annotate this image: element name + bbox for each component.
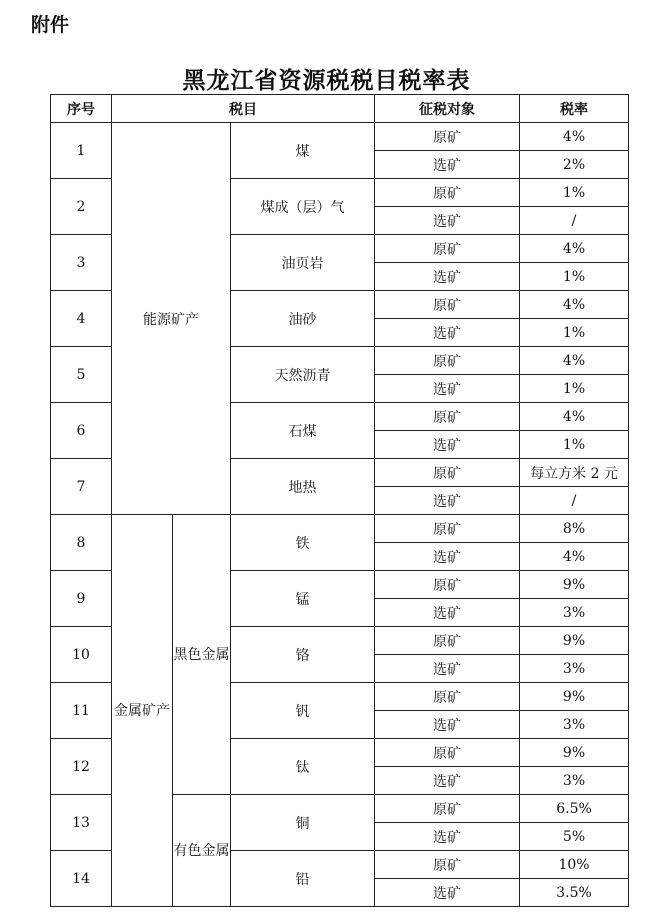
- row-rate: 4%: [520, 403, 629, 431]
- row-object: 选矿: [375, 711, 520, 739]
- row-seq: 5: [51, 347, 112, 403]
- row-rate: 每立方米 2 元: [520, 459, 629, 487]
- row-object: 原矿: [375, 627, 520, 655]
- row-item: 煤成（层）气: [231, 179, 375, 235]
- row-rate: 10%: [520, 851, 629, 879]
- row-object: 选矿: [375, 543, 520, 571]
- row-object: 原矿: [375, 291, 520, 319]
- row-rate: 9%: [520, 571, 629, 599]
- row-object: 原矿: [375, 571, 520, 599]
- row-object: 原矿: [375, 123, 520, 151]
- row-rate: 9%: [520, 683, 629, 711]
- row-rate: 3%: [520, 655, 629, 683]
- row-seq: 1: [51, 123, 112, 179]
- row-object: 选矿: [375, 487, 520, 515]
- group-nonferrous: 有色金属: [173, 795, 231, 907]
- header-object: 征税对象: [375, 95, 520, 123]
- row-rate: 3%: [520, 599, 629, 627]
- row-rate: 8%: [520, 515, 629, 543]
- table-row: [51, 123, 629, 151]
- row-seq: 6: [51, 403, 112, 459]
- attachment-label: 附件: [31, 14, 70, 36]
- row-seq: 11: [51, 683, 112, 739]
- row-rate: /: [520, 487, 629, 515]
- header-item: 税目: [112, 95, 375, 123]
- row-object: 选矿: [375, 599, 520, 627]
- row-object: 原矿: [375, 403, 520, 431]
- row-object: 选矿: [375, 823, 520, 851]
- row-seq: 4: [51, 291, 112, 347]
- row-seq: 2: [51, 179, 112, 235]
- row-rate: 1%: [520, 375, 629, 403]
- row-rate: 4%: [520, 347, 629, 375]
- row-object: 选矿: [375, 207, 520, 235]
- row-seq: 10: [51, 627, 112, 683]
- table-row: [51, 515, 629, 543]
- row-rate: 4%: [520, 235, 629, 263]
- row-rate: 5%: [520, 823, 629, 851]
- row-rate: 3.5%: [520, 879, 629, 907]
- row-object: 选矿: [375, 263, 520, 291]
- row-rate: 1%: [520, 263, 629, 291]
- row-rate: 1%: [520, 431, 629, 459]
- row-rate: 6.5%: [520, 795, 629, 823]
- row-seq: 8: [51, 515, 112, 571]
- row-seq: 7: [51, 459, 112, 515]
- row-seq: 14: [51, 851, 112, 907]
- row-item: 地热: [231, 459, 375, 515]
- row-item: 锰: [231, 571, 375, 627]
- row-seq: 13: [51, 795, 112, 851]
- header-rate: 税率: [520, 95, 629, 123]
- group-metal: 金属矿产: [112, 515, 173, 907]
- row-rate: 4%: [520, 543, 629, 571]
- row-rate: 9%: [520, 739, 629, 767]
- row-rate: 1%: [520, 319, 629, 347]
- row-object: 原矿: [375, 179, 520, 207]
- row-item: 钛: [231, 739, 375, 795]
- row-object: 选矿: [375, 767, 520, 795]
- row-object: 选矿: [375, 879, 520, 907]
- row-object: 原矿: [375, 739, 520, 767]
- row-object: 原矿: [375, 459, 520, 487]
- row-rate: 2%: [520, 151, 629, 179]
- row-object: 原矿: [375, 235, 520, 263]
- row-item: 油页岩: [231, 235, 375, 291]
- row-rate: 3%: [520, 767, 629, 795]
- row-rate: 4%: [520, 123, 629, 151]
- row-seq: 3: [51, 235, 112, 291]
- group-ferrous: 黑色金属: [173, 515, 231, 795]
- row-object: 原矿: [375, 851, 520, 879]
- row-item: 铁: [231, 515, 375, 571]
- row-object: 原矿: [375, 515, 520, 543]
- tax-rate-table: [50, 94, 629, 907]
- header-seq: 序号: [51, 95, 112, 123]
- row-item: 天然沥青: [231, 347, 375, 403]
- row-seq: 9: [51, 571, 112, 627]
- row-object: 原矿: [375, 347, 520, 375]
- row-rate: 1%: [520, 179, 629, 207]
- row-item: 石煤: [231, 403, 375, 459]
- row-rate: 4%: [520, 291, 629, 319]
- row-object: 原矿: [375, 683, 520, 711]
- table-header-row: [51, 95, 629, 123]
- row-object: 选矿: [375, 655, 520, 683]
- row-item: 铅: [231, 851, 375, 907]
- row-seq: 12: [51, 739, 112, 795]
- row-object: 选矿: [375, 151, 520, 179]
- row-object: 原矿: [375, 795, 520, 823]
- row-item: 油砂: [231, 291, 375, 347]
- group-energy: 能源矿产: [112, 123, 231, 515]
- row-rate: 9%: [520, 627, 629, 655]
- row-item: 铜: [231, 795, 375, 851]
- row-object: 选矿: [375, 319, 520, 347]
- page-title: 黑龙江省资源税税目税率表: [182, 67, 471, 94]
- row-item: 铬: [231, 627, 375, 683]
- row-item: 钒: [231, 683, 375, 739]
- row-rate: 3%: [520, 711, 629, 739]
- row-object: 选矿: [375, 375, 520, 403]
- row-item: 煤: [231, 123, 375, 179]
- row-rate: /: [520, 207, 629, 235]
- row-object: 选矿: [375, 431, 520, 459]
